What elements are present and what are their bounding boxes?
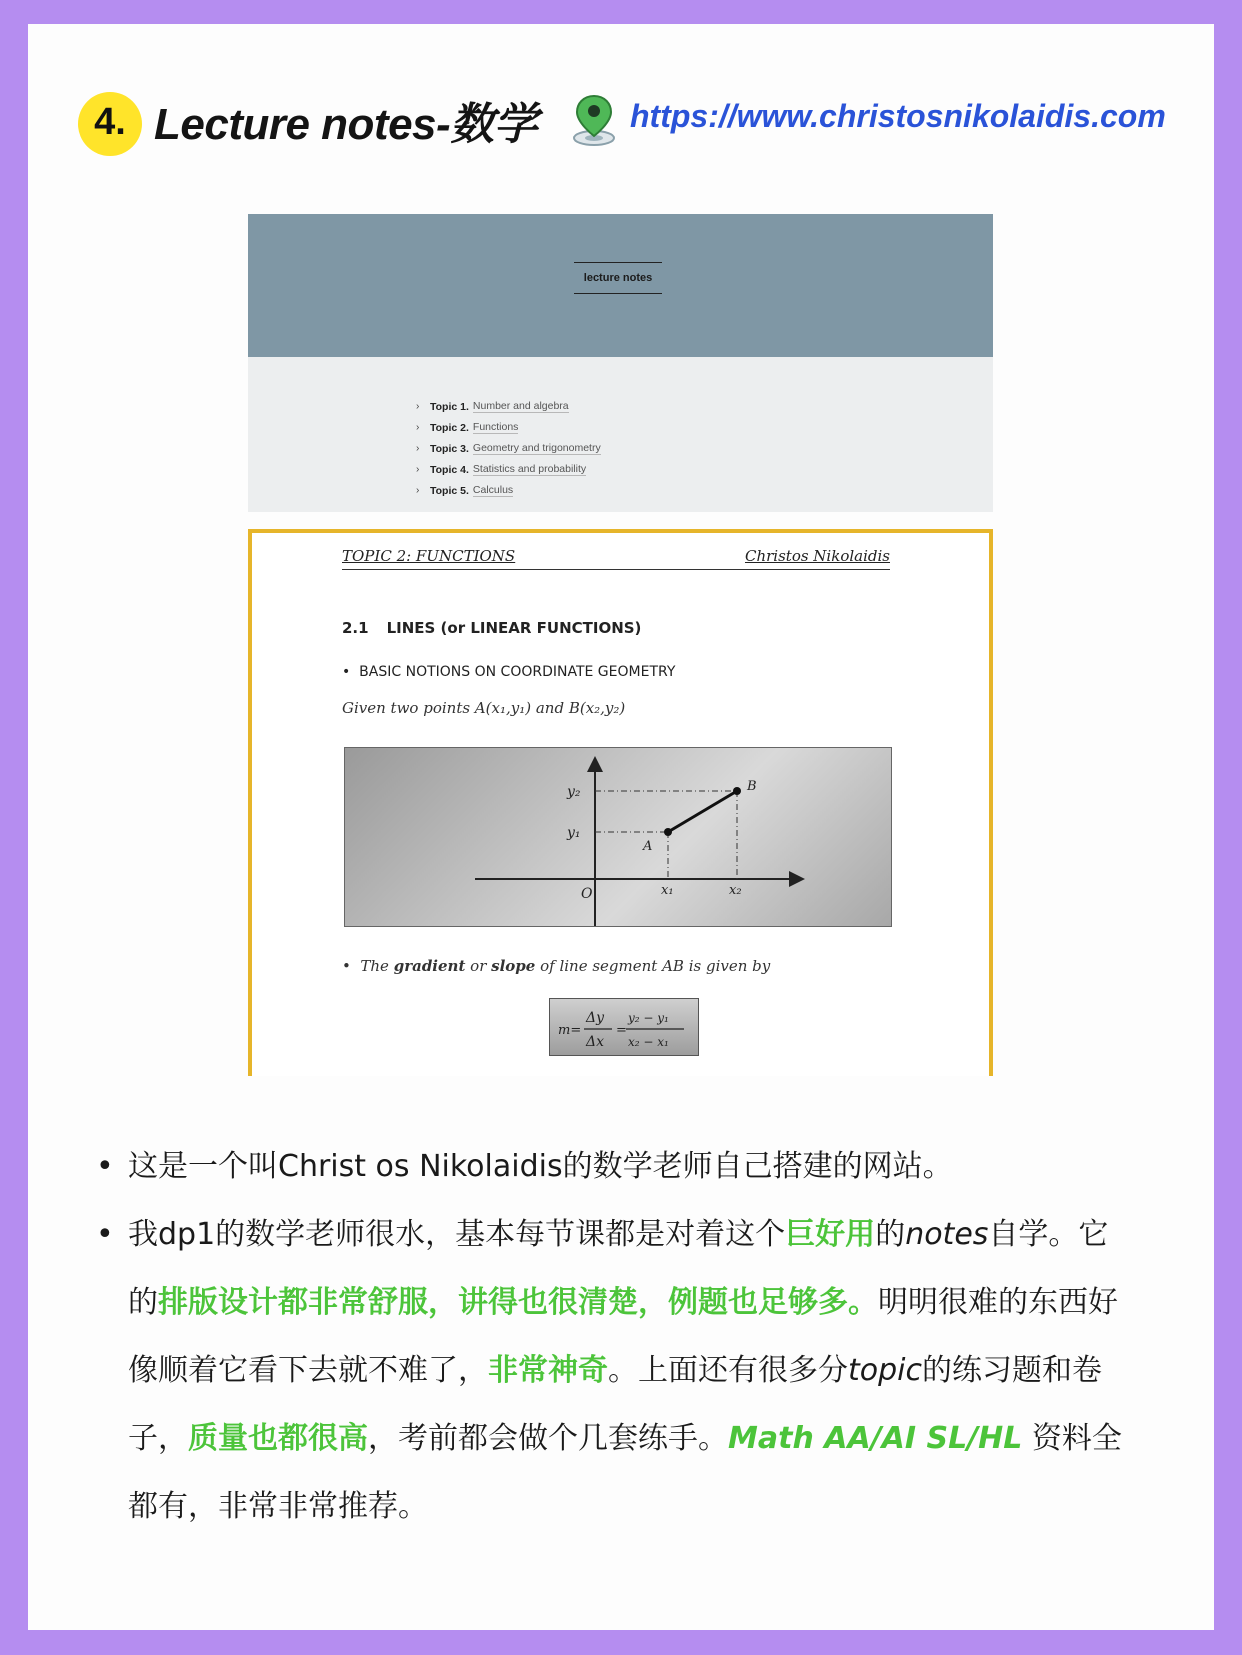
topic-name: Functions bbox=[472, 421, 519, 433]
notes-term: notes bbox=[905, 1217, 989, 1252]
topic-item[interactable] bbox=[416, 480, 601, 501]
bullet-text: or bbox=[465, 957, 492, 975]
bullet-basic-notions: • BASIC NOTIONS ON COORDINATE GEOMETRY bbox=[342, 664, 676, 680]
highlight-text: 非常神奇 bbox=[488, 1353, 608, 1388]
bullet-dot: • bbox=[96, 1149, 114, 1184]
topic-prefix: Topic 5. bbox=[430, 484, 469, 497]
description-text bbox=[96, 1133, 1136, 1541]
coordinate-graph bbox=[344, 747, 892, 927]
topic-prefix: Topic 2. bbox=[430, 421, 469, 434]
topic-name: Calculus bbox=[472, 484, 514, 496]
highlight-text: 排版设计都非常舒服，讲得也很清楚，例题也足够多。 bbox=[158, 1285, 878, 1320]
document-topic: TOPIC 2: FUNCTIONS bbox=[342, 547, 516, 565]
formula-eq: = bbox=[616, 1023, 627, 1038]
paragraph-2 bbox=[96, 1201, 1136, 1541]
bullet-gradient: • The gradient or slope of line segment AB is given by bbox=[342, 957, 771, 975]
paragraph-text: 我dp1的数学老师很水，基本每节课都是对着这个 bbox=[128, 1217, 786, 1252]
given-points-text: Given two points A(x₁,y₁) and B(x₂,y₂) bbox=[342, 699, 626, 717]
label-a: A bbox=[643, 839, 653, 854]
paragraph-text: ，考前都会做个几套练手。 bbox=[368, 1421, 728, 1456]
topic-term: topic bbox=[848, 1353, 922, 1388]
document-header bbox=[342, 547, 890, 570]
formula-dy: Δy bbox=[586, 1010, 605, 1026]
topic-item[interactable] bbox=[416, 438, 601, 459]
chevron-right-icon: › bbox=[416, 464, 420, 475]
topic-name: Statistics and probability bbox=[472, 463, 587, 475]
gradient-formula-svg bbox=[550, 999, 700, 1057]
topic-item[interactable] bbox=[416, 459, 601, 480]
number-badge: 4. bbox=[78, 92, 142, 156]
bullet-text: The bbox=[360, 957, 394, 975]
formula-dx: Δx bbox=[586, 1034, 605, 1050]
lecture-notes-banner bbox=[248, 214, 993, 357]
paragraph-text: 自学。它的 bbox=[128, 1217, 1109, 1320]
gradient-formula bbox=[549, 998, 699, 1056]
topic-prefix: Topic 3. bbox=[430, 442, 469, 455]
paragraph-text: 的 bbox=[875, 1217, 906, 1252]
document-author: Christos Nikolaidis bbox=[744, 547, 890, 565]
paragraph-text: 资料全都有，非常非常推荐。 bbox=[128, 1421, 1122, 1524]
topic-item[interactable] bbox=[416, 396, 601, 417]
topic-name: Number and algebra bbox=[472, 400, 569, 412]
section-title: LINES (or LINEAR FUNCTIONS) bbox=[386, 619, 642, 637]
label-x1: x₁ bbox=[661, 883, 674, 898]
bullet-dot: • bbox=[96, 1217, 114, 1252]
label-origin: O bbox=[581, 886, 593, 902]
topic-item[interactable] bbox=[416, 417, 601, 438]
topic-prefix: Topic 1. bbox=[430, 400, 469, 413]
topic-list bbox=[416, 396, 601, 501]
coordinate-graph-svg bbox=[345, 748, 893, 928]
header bbox=[78, 86, 1198, 154]
chevron-right-icon: › bbox=[416, 422, 420, 433]
paragraph-text: 的练习题和卷子， bbox=[128, 1353, 1102, 1456]
chevron-right-icon: › bbox=[416, 401, 420, 412]
paragraph-text: 这是一个叫Christ os Nikolaidis的数学老师自己搭建的网站。 bbox=[128, 1149, 953, 1184]
segment-ab bbox=[668, 791, 737, 832]
website-url[interactable]: https://www.christosnikolaidis.com bbox=[630, 98, 1166, 134]
page-title: Lecture notes-数学 bbox=[154, 100, 538, 149]
point-b bbox=[733, 787, 741, 795]
banner-title: lecture notes bbox=[574, 262, 662, 294]
label-y1: y₁ bbox=[567, 825, 581, 841]
formula-numerator: y₂ − y₁ bbox=[628, 1011, 669, 1025]
highlight-text: 质量也都很高 bbox=[188, 1421, 368, 1456]
topic-name: Geometry and trigonometry bbox=[472, 442, 601, 454]
bullet-text: of line segment AB is given by bbox=[535, 957, 771, 975]
label-y2: y₂ bbox=[567, 784, 581, 800]
label-b: B bbox=[747, 779, 757, 794]
formula-m: m= bbox=[558, 1023, 582, 1038]
lecture-notes-screenshot bbox=[248, 214, 993, 512]
location-pin-icon bbox=[568, 92, 620, 148]
point-a bbox=[664, 828, 672, 836]
chevron-right-icon: › bbox=[416, 443, 420, 454]
functions-document-screenshot bbox=[248, 529, 993, 1076]
label-x2: x₂ bbox=[729, 883, 742, 898]
paragraph-text: 。上面还有很多分 bbox=[608, 1353, 848, 1388]
section-heading bbox=[342, 619, 641, 637]
bullet-text: BASIC NOTIONS ON COORDINATE GEOMETRY bbox=[359, 664, 676, 680]
highlight-text: 巨好用 bbox=[785, 1217, 876, 1252]
paragraph-1 bbox=[96, 1133, 1136, 1201]
chevron-right-icon: › bbox=[416, 485, 420, 496]
paragraph-text: 明明很难的东西好像顺着它看下去就不难了， bbox=[128, 1285, 1118, 1388]
highlight-math-levels: Math AA/AI SL/HL bbox=[728, 1421, 1023, 1456]
section-number: 2.1 bbox=[342, 619, 369, 637]
gradient-term: gradient bbox=[393, 957, 466, 975]
topic-prefix: Topic 4. bbox=[430, 463, 469, 476]
formula-denominator: x₂ − x₁ bbox=[628, 1035, 669, 1049]
slope-term: slope bbox=[491, 957, 536, 975]
